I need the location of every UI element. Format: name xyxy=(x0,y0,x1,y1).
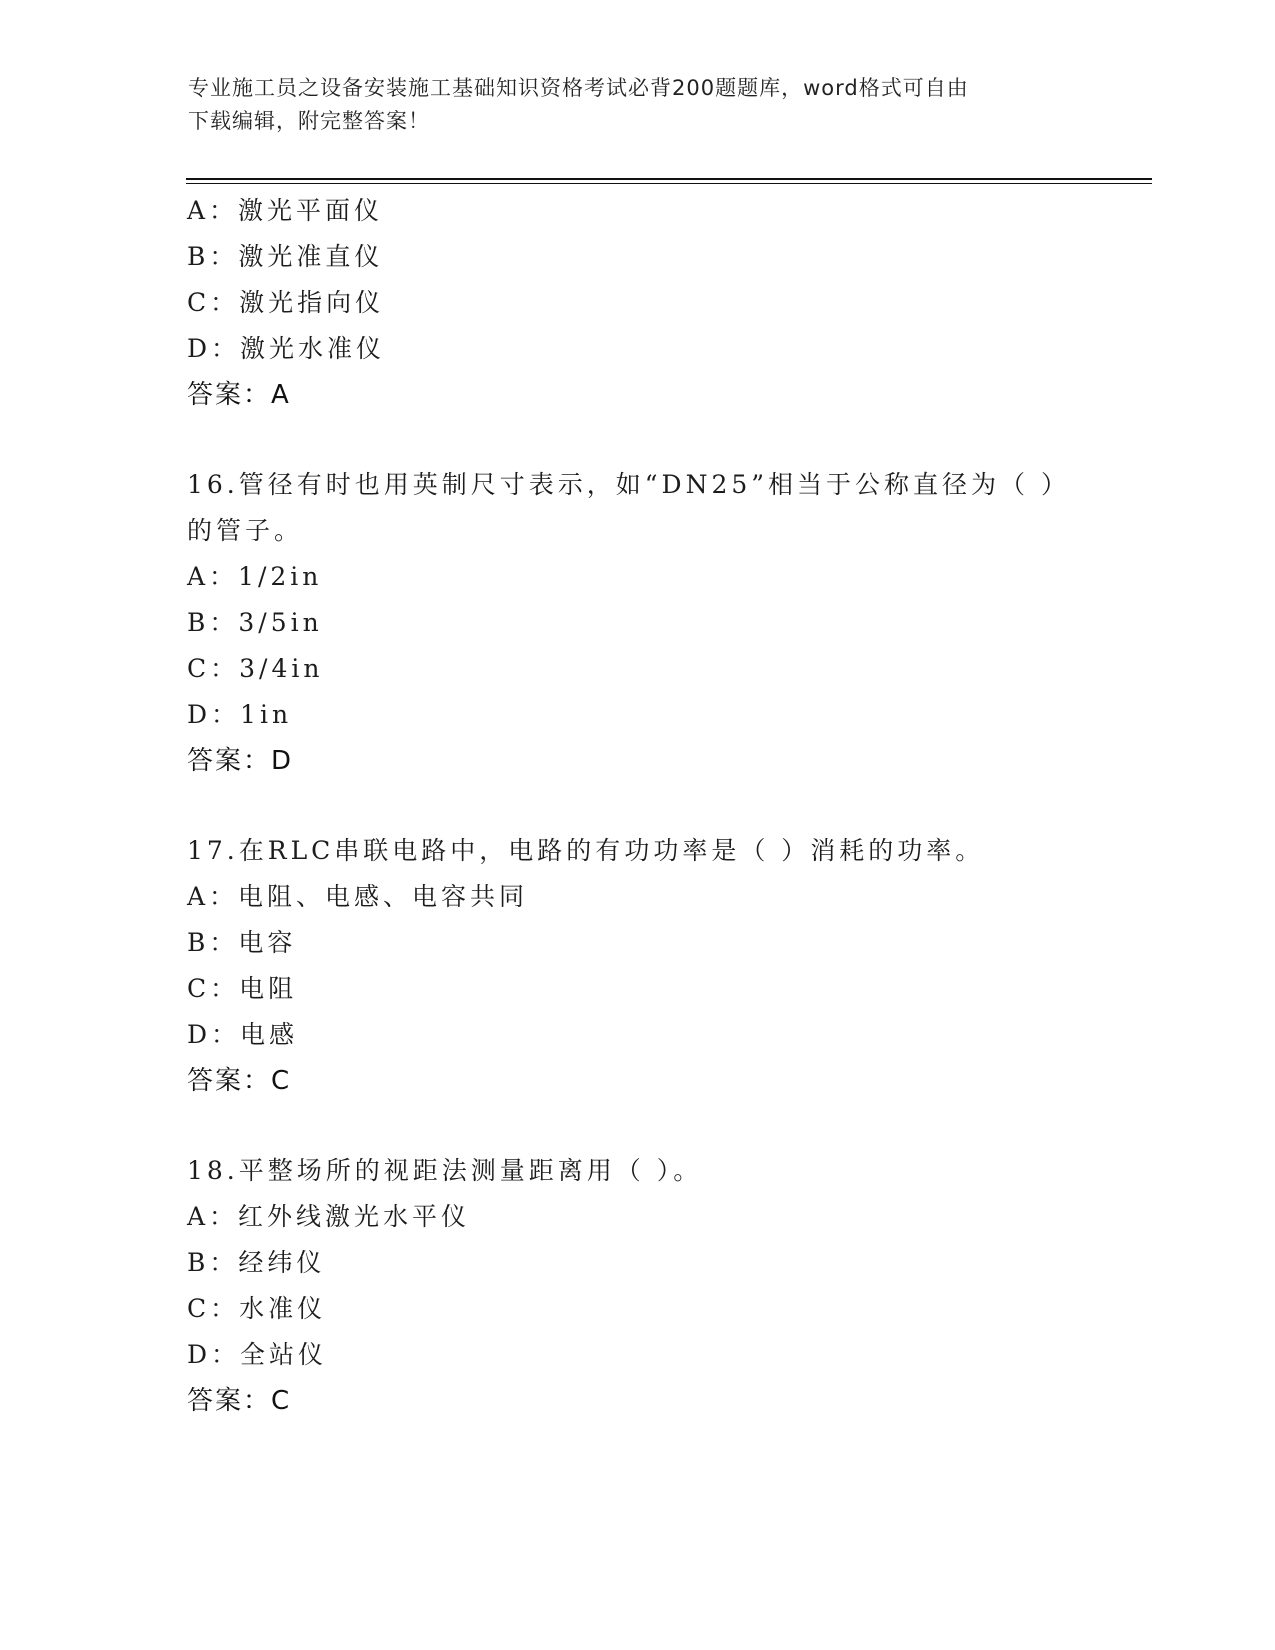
option-d: D：1in xyxy=(187,700,293,729)
header-rule-thin xyxy=(186,183,1152,184)
question-list xyxy=(187,188,1087,1424)
header-line-1: 专业施工员之设备安装施工基础知识资格考试必背200题题库，word格式可自由 xyxy=(188,76,969,100)
option-c: C：激光指向仪 xyxy=(187,288,385,317)
question-stem-continued: 的管子。 xyxy=(187,516,304,545)
option-c: C：电阻 xyxy=(187,974,298,1003)
option-b: B：经纬仪 xyxy=(187,1248,326,1277)
question-block-18 xyxy=(187,1148,1087,1424)
spacer xyxy=(187,1104,1087,1148)
answer-line: 答案：C xyxy=(187,1066,292,1096)
option-a: A：1/2in xyxy=(187,562,323,591)
question-stem: 18.平整场所的视距法测量距离用（ ）。 xyxy=(187,1156,703,1185)
spacer xyxy=(187,784,1087,828)
answer-line: 答案：C xyxy=(187,1386,292,1416)
option-d: D：电感 xyxy=(187,1020,299,1049)
option-d: D：全站仪 xyxy=(187,1340,328,1369)
option-b: B：激光准直仪 xyxy=(187,242,384,271)
question-block-17 xyxy=(187,828,1087,1104)
answer-line: 答案：D xyxy=(187,746,294,776)
header-line-2: 下载编辑，附完整答案！ xyxy=(188,109,430,133)
option-d: D：激光水准仪 xyxy=(187,334,386,363)
header-rule-thick xyxy=(186,178,1152,180)
answer-line: 答案：A xyxy=(187,380,291,410)
option-a: A：电阻、电感、电容共同 xyxy=(187,882,529,911)
option-a: A：红外线激光水平仪 xyxy=(187,1202,471,1231)
spacer xyxy=(187,418,1087,462)
question-stem: 17.在RLC串联电路中，电路的有功功率是（ ）消耗的功率。 xyxy=(187,836,985,865)
question-block-16 xyxy=(187,462,1087,784)
question-stem: 16.管径有时也用英制尺寸表示，如“DN25”相当于公称直径为（ ） xyxy=(187,470,1070,499)
document-header xyxy=(188,72,1068,138)
option-b: B：电容 xyxy=(187,928,297,957)
option-c: C：3/4in xyxy=(187,654,324,683)
question-block-15 xyxy=(187,188,1087,418)
option-c: C：水准仪 xyxy=(187,1294,327,1323)
option-b: B：3/5in xyxy=(187,608,323,637)
option-a: A：激光平面仪 xyxy=(187,196,384,225)
